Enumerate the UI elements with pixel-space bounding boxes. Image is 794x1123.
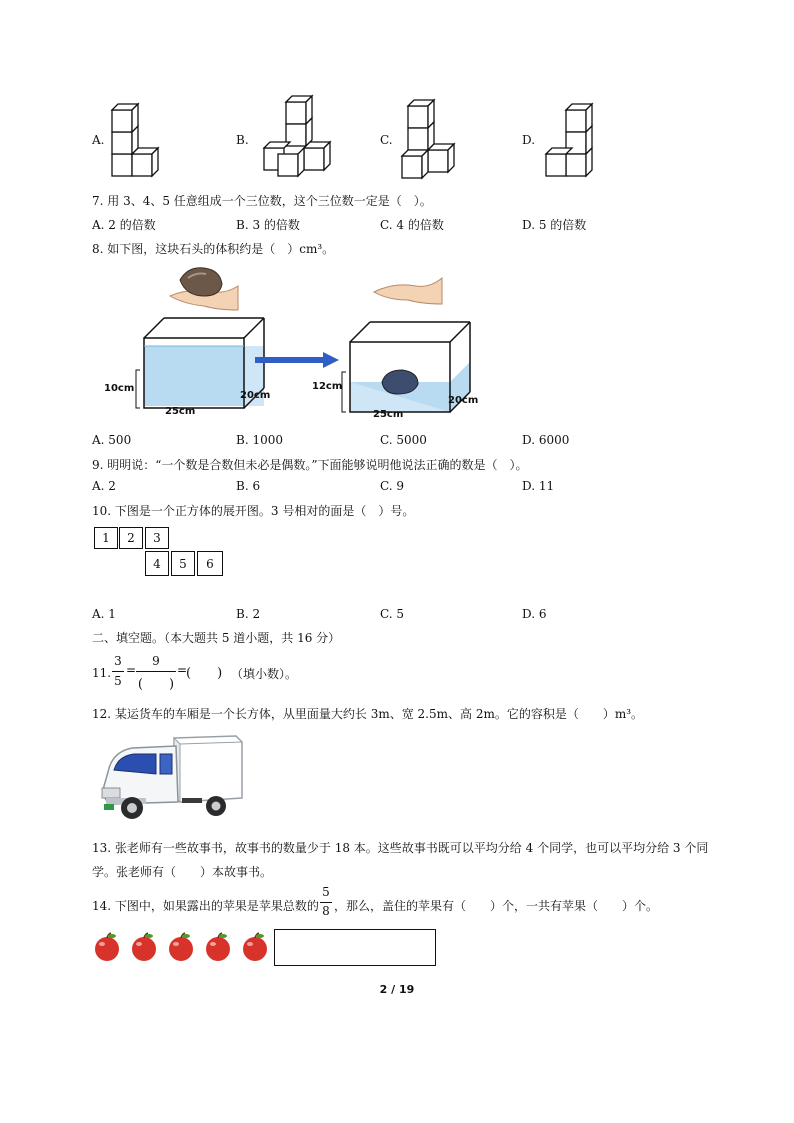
q11-equals-2: = xyxy=(177,663,188,677)
q7-question: 7. 用 3、4、5 任意组成一个三位数，这个三位数一定是（ ）。 xyxy=(92,194,432,208)
q8-question: 8. 如下图，这块石头的体积约是（ ）cm³。 xyxy=(92,242,335,256)
left-tank-length-label: 25cm xyxy=(165,406,196,417)
q6-option-c-figure xyxy=(400,100,465,182)
section-title: 二、填空题。（本大题共 5 道小题，共 16 分） xyxy=(92,631,341,645)
left-tank-height-label: 10cm xyxy=(104,383,135,394)
covered-apples-box xyxy=(274,929,436,966)
q11-frac2-bar xyxy=(136,671,176,672)
q13-question-line2: 学。张老师有（ ）本故事书。 xyxy=(92,865,273,879)
left-tank-width-label: 20cm xyxy=(240,390,271,401)
q9-option-c: C. 9 xyxy=(380,479,405,493)
apple-icon xyxy=(203,932,233,962)
hand-holding-stone-illustration xyxy=(168,266,240,312)
apple-icon xyxy=(166,932,196,962)
q11-frac2-denominator[interactable]: ( ) xyxy=(137,677,175,692)
q8-option-b: B. 1000 xyxy=(236,433,283,447)
truck-illustration xyxy=(98,732,246,824)
page-number: 2 / 19 xyxy=(379,983,415,996)
q11-frac2-numerator: 9 xyxy=(152,654,160,668)
q6-option-a-figure xyxy=(110,100,165,180)
q11-frac1-denominator: 5 xyxy=(114,674,122,688)
q8-option-c: C. 5000 xyxy=(380,433,427,447)
q11-answer-blank[interactable]: ( ) xyxy=(186,666,223,681)
q7-option-c: C. 4 的倍数 xyxy=(380,218,444,232)
q9-option-a: A. 2 xyxy=(92,479,116,493)
q10-question: 10. 下图是一个正方体的展开图。3 号相对的面是（ ）号。 xyxy=(92,504,415,518)
net-cell-1: 1 xyxy=(94,527,118,549)
empty-hand-illustration xyxy=(372,276,444,308)
q10-option-b: B. 2 xyxy=(236,607,261,621)
apple-icon xyxy=(92,932,122,962)
q6-option-b-label: B. xyxy=(236,133,249,147)
q6-option-d-label: D. xyxy=(522,133,536,147)
q6-option-a-label: A. xyxy=(92,133,105,147)
q11-number: 11. xyxy=(92,666,112,680)
q9-option-d: D. 11 xyxy=(522,479,555,493)
q7-option-b: B. 3 的倍数 xyxy=(236,218,300,232)
q14-frac-numerator: 5 xyxy=(322,885,330,899)
right-tank-length-label: 25cm xyxy=(373,409,404,420)
q10-option-a: A. 1 xyxy=(92,607,116,621)
apple-icon xyxy=(129,932,159,962)
right-tank-height-label: 12cm xyxy=(312,381,343,392)
q9-question: 9. 明明说：“一个数是合数但未必是偶数。”下面能够说明他说法正确的数是（ ）。 xyxy=(92,458,528,472)
q8-option-d: D. 6000 xyxy=(522,433,570,447)
q10-option-d: D. 6 xyxy=(522,607,547,621)
q11-note: （填小数）。 xyxy=(231,667,298,681)
q13-question-line1: 13. 张老师有一些故事书，故事书的数量少于 18 本。这些故事书既可以平均分给 4 个同学，也可以平均分给 3 个同 xyxy=(92,841,709,855)
q14-frac-bar xyxy=(320,902,332,903)
q7-option-d: D. 5 的倍数 xyxy=(522,218,587,232)
right-tank-width-label: 20cm xyxy=(448,395,479,406)
net-cell-3: 3 xyxy=(145,527,169,549)
q9-option-b: B. 6 xyxy=(236,479,261,493)
q10-option-c: C. 5 xyxy=(380,607,405,621)
q7-option-a: A. 2 的倍数 xyxy=(92,218,156,232)
q6-option-c-label: C. xyxy=(380,133,393,147)
q11-frac1-numerator: 3 xyxy=(114,654,122,668)
q12-question: 12. 某运货车的车厢是一个长方体，从里面量大约长 3m、宽 2.5m、高 2m。它的容积是（ ）m³。 xyxy=(92,707,644,721)
q6-option-b-figure xyxy=(260,98,335,178)
net-cell-4: 4 xyxy=(145,551,169,576)
q8-option-a: A. 500 xyxy=(92,433,132,447)
q6-option-d-figure xyxy=(542,100,602,180)
q14-text-pre: 14. 下图中，如果露出的苹果是苹果总数的 xyxy=(92,899,319,913)
net-cell-2: 2 xyxy=(119,527,143,549)
q11-equals-1: = xyxy=(126,663,137,677)
apple-icon xyxy=(240,932,270,962)
q14-frac-denominator: 8 xyxy=(322,904,330,918)
q11-frac1-bar xyxy=(112,671,124,672)
net-cell-6: 6 xyxy=(197,551,223,576)
q14-text-post: ，那么，盖住的苹果有（ ）个，一共有苹果（ ）个。 xyxy=(334,899,659,913)
net-cell-5: 5 xyxy=(171,551,195,576)
